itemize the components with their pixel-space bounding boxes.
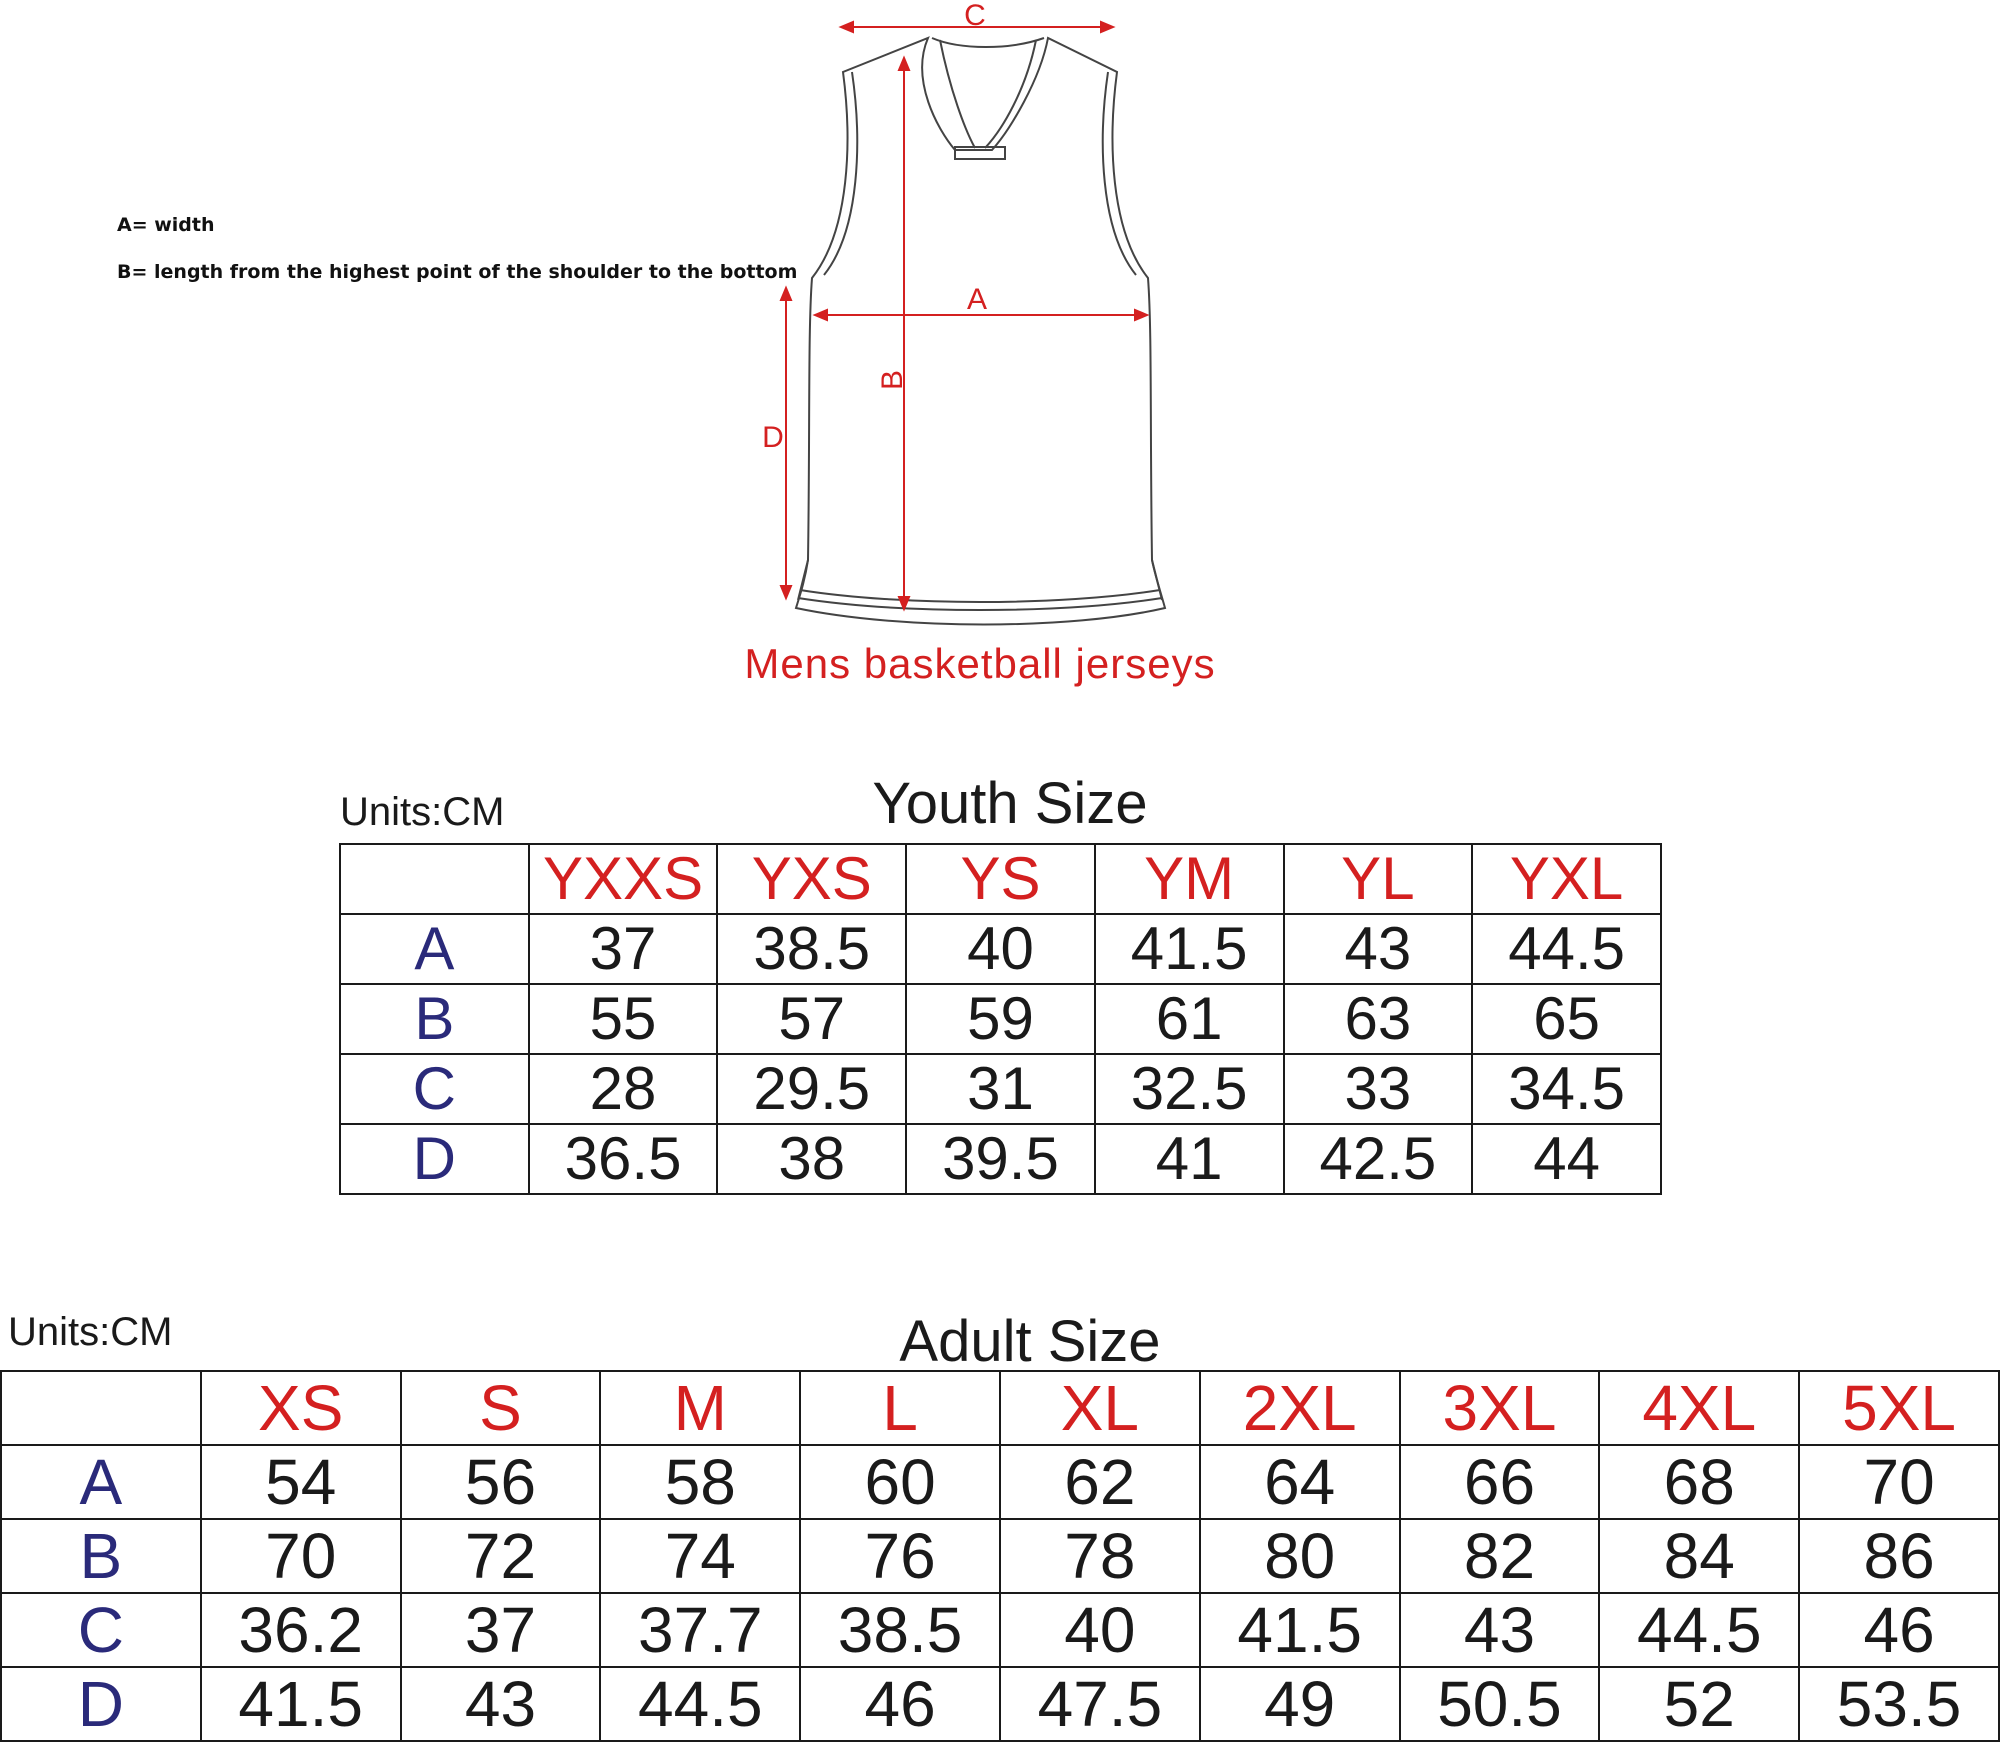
value-cell: 62 <box>1000 1445 1200 1519</box>
table-row <box>1 1593 1999 1667</box>
value-cell: 41.5 <box>201 1667 401 1741</box>
value-cell: 68 <box>1599 1445 1799 1519</box>
row-label: C <box>340 1054 529 1124</box>
value-cell: 72 <box>401 1519 601 1593</box>
size-header: M <box>600 1371 800 1445</box>
value-cell: 41.5 <box>1095 914 1284 984</box>
jersey-diagram <box>0 0 2000 700</box>
value-cell: 38.5 <box>800 1593 1000 1667</box>
value-cell: 76 <box>800 1519 1000 1593</box>
value-cell: 86 <box>1799 1519 1999 1593</box>
value-cell: 64 <box>1200 1445 1400 1519</box>
table-row <box>1 1519 1999 1593</box>
table-row <box>1 1667 1999 1741</box>
row-label: D <box>340 1124 529 1194</box>
value-cell: 70 <box>1799 1445 1999 1519</box>
youth-units: Units:CM <box>340 790 505 834</box>
value-cell: 54 <box>201 1445 401 1519</box>
size-header: XS <box>201 1371 401 1445</box>
table-row <box>340 1054 1661 1124</box>
value-cell: 80 <box>1200 1519 1400 1593</box>
value-cell: 82 <box>1400 1519 1600 1593</box>
value-cell: 50.5 <box>1400 1667 1600 1741</box>
value-cell: 33 <box>1284 1054 1473 1124</box>
value-cell: 57 <box>717 984 906 1054</box>
adult-title: Adult Size <box>899 1309 1161 1374</box>
size-header: L <box>800 1371 1000 1445</box>
label-c: C <box>964 0 986 32</box>
size-header: 4XL <box>1599 1371 1799 1445</box>
size-header: S <box>401 1371 601 1445</box>
youth-title: Youth Size <box>872 771 1148 836</box>
value-cell: 60 <box>800 1445 1000 1519</box>
corner-cell <box>340 844 529 914</box>
value-cell: 66 <box>1400 1445 1600 1519</box>
size-header: YXS <box>717 844 906 914</box>
value-cell: 63 <box>1284 984 1473 1054</box>
row-label: A <box>1 1445 201 1519</box>
value-cell: 31 <box>906 1054 1095 1124</box>
value-cell: 32.5 <box>1095 1054 1284 1124</box>
value-cell: 28 <box>529 1054 718 1124</box>
label-b: B <box>876 369 909 391</box>
value-cell: 29.5 <box>717 1054 906 1124</box>
value-cell: 38.5 <box>717 914 906 984</box>
row-label: C <box>1 1593 201 1667</box>
value-cell: 84 <box>1599 1519 1799 1593</box>
row-label: D <box>1 1667 201 1741</box>
row-label: A <box>340 914 529 984</box>
header-row <box>1 1371 1999 1445</box>
header-row <box>340 844 1661 914</box>
value-cell: 37.7 <box>600 1593 800 1667</box>
value-cell: 44 <box>1472 1124 1661 1194</box>
value-cell: 38 <box>717 1124 906 1194</box>
size-header: 3XL <box>1400 1371 1600 1445</box>
value-cell: 34.5 <box>1472 1054 1661 1124</box>
table-row <box>340 914 1661 984</box>
value-cell: 37 <box>401 1593 601 1667</box>
value-cell: 42.5 <box>1284 1124 1473 1194</box>
value-cell: 36.5 <box>529 1124 718 1194</box>
value-cell: 37 <box>529 914 718 984</box>
value-cell: 49 <box>1200 1667 1400 1741</box>
adult-size-table <box>0 1370 2000 1742</box>
size-header: XL <box>1000 1371 1200 1445</box>
table-row <box>1 1445 1999 1519</box>
value-cell: 53.5 <box>1799 1667 1999 1741</box>
value-cell: 43 <box>401 1667 601 1741</box>
value-cell: 74 <box>600 1519 800 1593</box>
table-row <box>340 1124 1661 1194</box>
row-label: B <box>340 984 529 1054</box>
value-cell: 58 <box>600 1445 800 1519</box>
size-header: YXXS <box>529 844 718 914</box>
legend-b-definition: B= length from the highest point of the shoulder to the bottom <box>117 261 798 283</box>
value-cell: 59 <box>906 984 1095 1054</box>
label-a: A <box>966 283 988 316</box>
size-header: 5XL <box>1799 1371 1999 1445</box>
value-cell: 44.5 <box>600 1667 800 1741</box>
row-label: B <box>1 1519 201 1593</box>
value-cell: 61 <box>1095 984 1284 1054</box>
value-cell: 46 <box>800 1667 1000 1741</box>
value-cell: 40 <box>906 914 1095 984</box>
legend-a-definition: A= width <box>117 214 215 236</box>
corner-cell <box>1 1371 201 1445</box>
jersey-caption: Mens basketball jerseys <box>744 640 1216 687</box>
size-header: YXL <box>1472 844 1661 914</box>
value-cell: 43 <box>1400 1593 1600 1667</box>
size-header: YM <box>1095 844 1284 914</box>
size-header: YS <box>906 844 1095 914</box>
value-cell: 44.5 <box>1472 914 1661 984</box>
value-cell: 41.5 <box>1200 1593 1400 1667</box>
value-cell: 43 <box>1284 914 1473 984</box>
adult-units: Units:CM <box>8 1310 173 1354</box>
value-cell: 56 <box>401 1445 601 1519</box>
value-cell: 47.5 <box>1000 1667 1200 1741</box>
value-cell: 46 <box>1799 1593 1999 1667</box>
value-cell: 52 <box>1599 1667 1799 1741</box>
value-cell: 78 <box>1000 1519 1200 1593</box>
value-cell: 40 <box>1000 1593 1200 1667</box>
value-cell: 70 <box>201 1519 401 1593</box>
label-d: D <box>762 421 784 454</box>
size-header: YL <box>1284 844 1473 914</box>
value-cell: 36.2 <box>201 1593 401 1667</box>
value-cell: 65 <box>1472 984 1661 1054</box>
size-header: 2XL <box>1200 1371 1400 1445</box>
value-cell: 39.5 <box>906 1124 1095 1194</box>
value-cell: 44.5 <box>1599 1593 1799 1667</box>
table-row <box>340 984 1661 1054</box>
value-cell: 55 <box>529 984 718 1054</box>
value-cell: 41 <box>1095 1124 1284 1194</box>
youth-size-table <box>339 843 1662 1195</box>
measurement-lines <box>781 22 1147 609</box>
jersey-outline <box>796 38 1165 625</box>
